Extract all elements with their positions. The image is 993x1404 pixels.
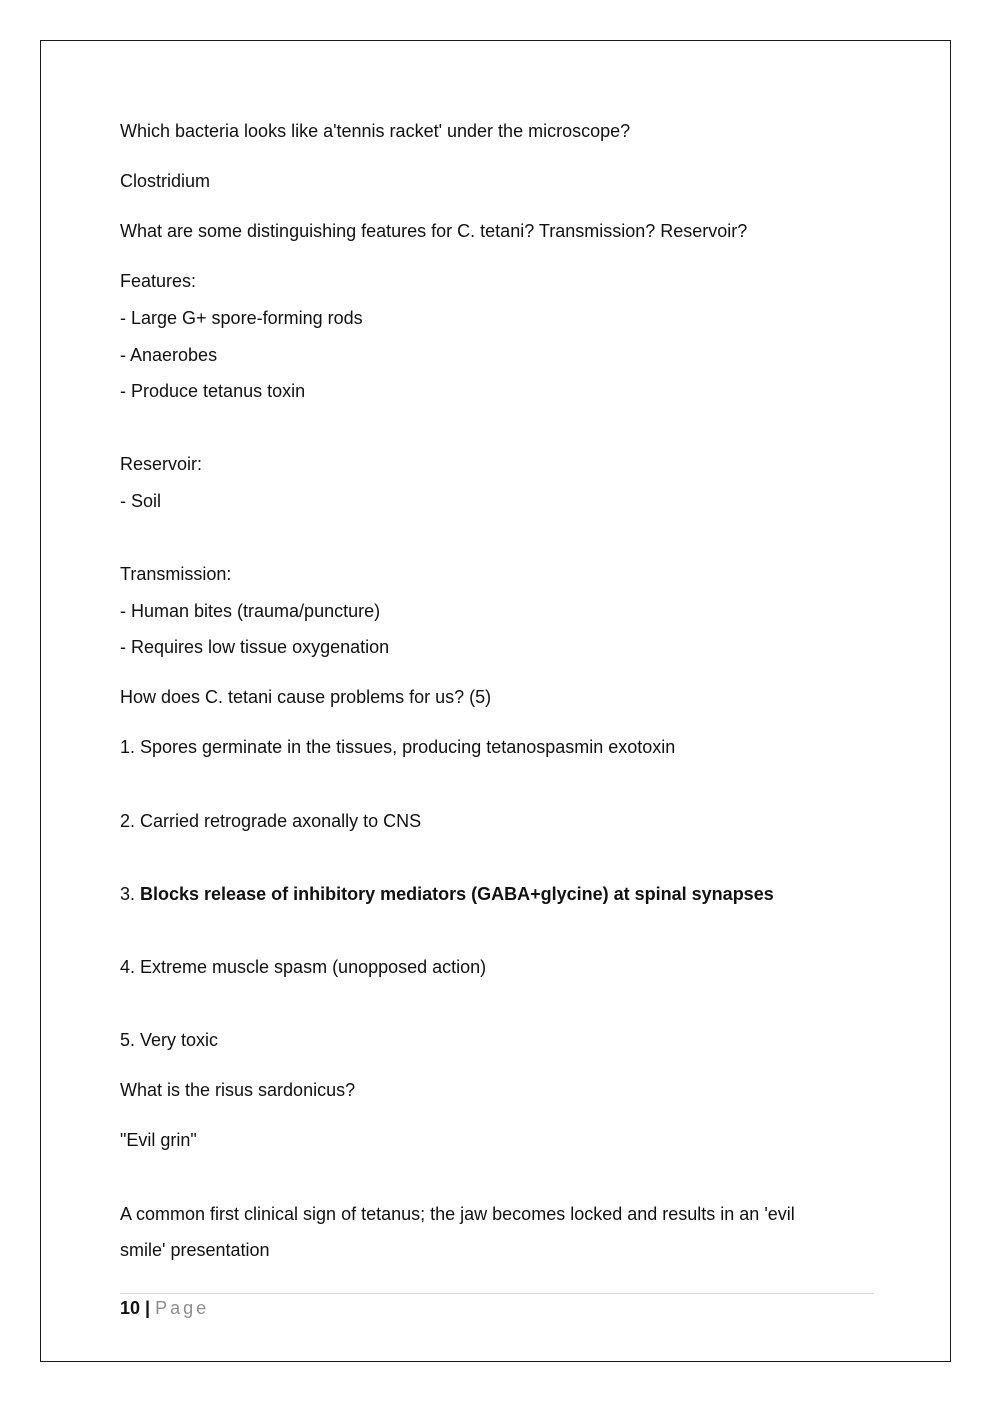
- features-heading: Features:: [120, 271, 197, 291]
- answer-evil-grin: "Evil grin": [120, 1130, 197, 1150]
- step-item: 5. Very toxic: [120, 1030, 219, 1050]
- page-footer: [120, 1296, 209, 1320]
- page-number: 10: [120, 1298, 141, 1318]
- step-number: 3.: [120, 884, 141, 904]
- step-item: 1. Spores germinate in the tissues, producing tetanospasmin exotoxin: [120, 737, 676, 757]
- step-item: 4. Extreme muscle spasm (unopposed action): [120, 957, 487, 977]
- step-item: [120, 882, 774, 906]
- page-separator: |: [145, 1298, 151, 1318]
- reservoir-heading: Reservoir:: [120, 454, 203, 474]
- step-bold-text: Blocks release of inhibitory mediators (GABA+glycine) at spinal synapses: [140, 884, 774, 904]
- question-features: What are some distinguishing features for C. tetani? Transmission? Reservoir?: [120, 221, 748, 241]
- feature-item: - Large G+ spore-forming rods: [120, 308, 363, 328]
- transmission-item: - Human bites (trauma/puncture): [120, 601, 381, 621]
- feature-item: - Produce tetanus toxin: [120, 381, 306, 401]
- footer-divider: [120, 1293, 874, 1294]
- reservoir-item: - Soil: [120, 491, 162, 511]
- feature-item: - Anaerobes: [120, 345, 218, 365]
- step-item: 2. Carried retrograde axonally to CNS: [120, 811, 422, 831]
- question-tennis-racket: Which bacteria looks like a'tennis racket' under the microscope?: [120, 121, 631, 141]
- transmission-heading: Transmission:: [120, 564, 232, 584]
- answer-description-continued: smile' presentation: [120, 1240, 270, 1260]
- page-label: Page: [155, 1298, 210, 1318]
- answer-description: A common first clinical sign of tetanus; the jaw becomes locked and results in an 'evil: [120, 1204, 795, 1224]
- transmission-item: - Requires low tissue oxygenation: [120, 637, 390, 657]
- answer-clostridium: Clostridium: [120, 171, 211, 191]
- question-problems: How does C. tetani cause problems for us? (5): [120, 687, 492, 707]
- question-risus: What is the risus sardonicus?: [120, 1080, 356, 1100]
